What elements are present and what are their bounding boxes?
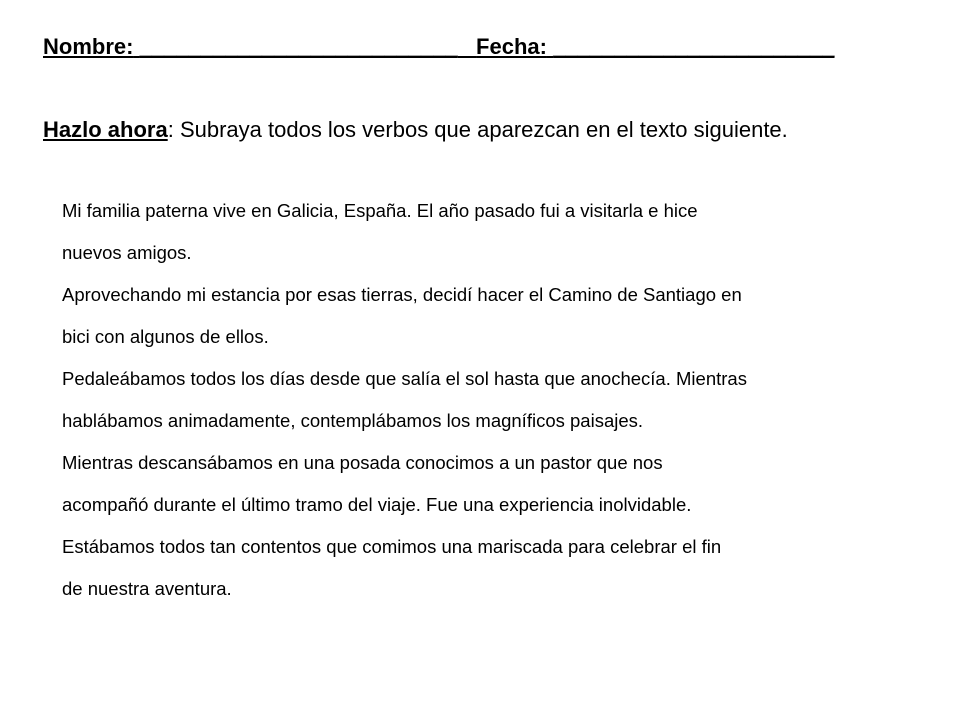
passage-line: Pedaleábamos todos los días desde que salía el sol hasta que anochecía. Mientras [62, 368, 747, 389]
passage-line: Aprovechando mi estancia por esas tierras, decidí hacer el Camino de Santiago en [62, 284, 742, 305]
passage-line: acompañó durante el último tramo del viaje. Fue una experiencia inolvidable. [62, 494, 692, 515]
fecha-blank-line[interactable]: _______________________ [553, 34, 835, 59]
instruction-lead: Hazlo ahora [43, 117, 168, 142]
passage-line: bici con algunos de ellos. [62, 326, 269, 347]
passage-line: Mientras descansábamos en una posada conocimos a un pastor que nos [62, 452, 663, 473]
reading-passage [62, 190, 922, 610]
passage-line: nuevos amigos. [62, 242, 192, 263]
instruction [43, 117, 788, 143]
name-date-header [43, 34, 835, 60]
passage-line: Estábamos todos tan contentos que comimos una mariscada para celebrar el fin [62, 536, 722, 557]
passage-line: Mi familia paterna vive en Galicia, España. El año pasado fui a visitarla e hice [62, 200, 698, 221]
instruction-text: Subraya todos los verbos que aparezcan en el texto siguiente. [173, 117, 788, 142]
instruction-separator: : [167, 117, 174, 142]
passage-line: hablábamos animadamente, contemplábamos los magníficos paisajes. [62, 410, 644, 431]
passage-line: de nuestra aventura. [62, 578, 232, 599]
fecha-label: Fecha: [476, 34, 547, 59]
nombre-label: Nombre: [43, 34, 134, 59]
nombre-blank-line[interactable]: __________________________ [139, 34, 458, 59]
